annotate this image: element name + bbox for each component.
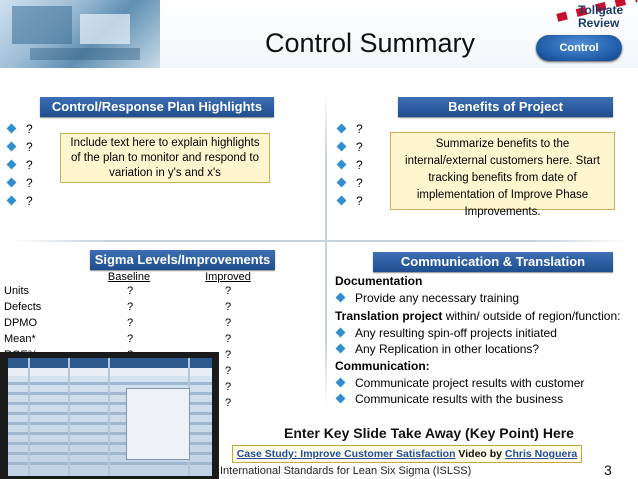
phase-badge: Control <box>536 35 622 61</box>
diamond-bullet-icon <box>337 160 347 170</box>
table-row: ? <box>224 397 232 409</box>
list-item: Communicate project results with customer <box>335 375 635 391</box>
video-frame <box>8 358 212 476</box>
list-item: Any Replication in other locations? <box>335 341 635 357</box>
table-row: Units ? ? <box>4 285 232 297</box>
table-row: ? <box>224 365 232 377</box>
communication-heading: Communication & Translation <box>373 252 613 272</box>
diamond-bullet-icon <box>336 394 346 404</box>
diamond-bullet-icon <box>336 378 346 388</box>
case-study-link[interactable]: Case Study: Improve Customer Satisfaction <box>236 448 456 460</box>
diamond-bullet-icon <box>7 196 17 206</box>
tollgate-review-logo: Tollgate Review <box>578 3 624 30</box>
list-item: Any resulting spin-off projects initiated <box>335 325 635 341</box>
table-row: ? <box>224 349 232 361</box>
diamond-bullet-icon <box>7 178 17 188</box>
horizontal-divider <box>10 240 630 242</box>
list-item: ? <box>336 174 386 192</box>
diamond-bullet-icon <box>337 142 347 152</box>
improved-column-header: Improved <box>205 271 251 283</box>
diamond-bullet-icon <box>336 344 346 354</box>
list-item: ? <box>6 156 56 174</box>
communication-title: Communication: <box>335 359 430 373</box>
documentation-title: Documentation <box>335 274 423 288</box>
list-item: ? <box>336 138 386 156</box>
diamond-bullet-icon <box>7 124 17 134</box>
sigma-heading: Sigma Levels/Improvements <box>90 250 275 270</box>
documentation-list <box>335 290 635 306</box>
table-row: Mean* ? ? <box>4 333 232 345</box>
diamond-bullet-icon <box>336 293 346 303</box>
list-item: ? <box>336 192 386 210</box>
diamond-bullet-icon <box>336 328 346 338</box>
communication-body <box>335 274 635 407</box>
video-player[interactable] <box>0 352 219 479</box>
baseline-column-header: Baseline <box>107 271 151 283</box>
page-number: 3 <box>604 462 612 478</box>
control-plan-bullets <box>6 120 56 210</box>
diamond-bullet-icon <box>337 196 347 206</box>
benefits-bullets <box>336 120 386 210</box>
translation-line: Translation project within/ outside of region/function: <box>335 309 621 323</box>
vertical-divider <box>325 93 327 408</box>
header-photo <box>0 0 160 68</box>
table-row: DPMO ? ? <box>4 317 232 329</box>
case-study-box: Case Study: Improve Customer Satisfaction Video by Chris Noguera <box>232 445 582 463</box>
list-item: ? <box>336 156 386 174</box>
list-item: ? <box>336 120 386 138</box>
table-row: Defects ? ? <box>4 301 232 313</box>
table-row: ? <box>224 381 232 393</box>
control-plan-heading: Control/Response Plan Highlights <box>40 97 274 117</box>
list-item: ? <box>6 120 56 138</box>
list-item: Provide any necessary training <box>335 290 635 306</box>
list-item: ? <box>6 192 56 210</box>
key-takeaway: Enter Key Slide Take Away (Key Point) Here <box>284 425 574 441</box>
page-title: Control Summary <box>264 28 476 58</box>
list-item: ? <box>6 174 56 192</box>
diamond-bullet-icon <box>337 178 347 188</box>
diamond-bullet-icon <box>337 124 347 134</box>
benefits-heading: Benefits of Project <box>398 97 613 117</box>
list-item: Communicate results with the business <box>335 391 635 407</box>
control-plan-callout: Include text here to explain highlights of the plan to monitor and respond to variation in y's and x's <box>60 133 270 183</box>
benefits-callout: Summarize benefits to the internal/external customers here. Start tracking benefits from date of implementation of Improve Phase Improvements. <box>390 132 615 210</box>
communication-list <box>335 375 635 407</box>
list-item: ? <box>6 138 56 156</box>
footer-org: International Standards for Lean Six Sigma (ISLSS) <box>220 465 472 477</box>
translation-list <box>335 325 635 357</box>
author-link[interactable]: Chris Noguera <box>504 448 578 460</box>
diamond-bullet-icon <box>7 142 17 152</box>
diamond-bullet-icon <box>7 160 17 170</box>
